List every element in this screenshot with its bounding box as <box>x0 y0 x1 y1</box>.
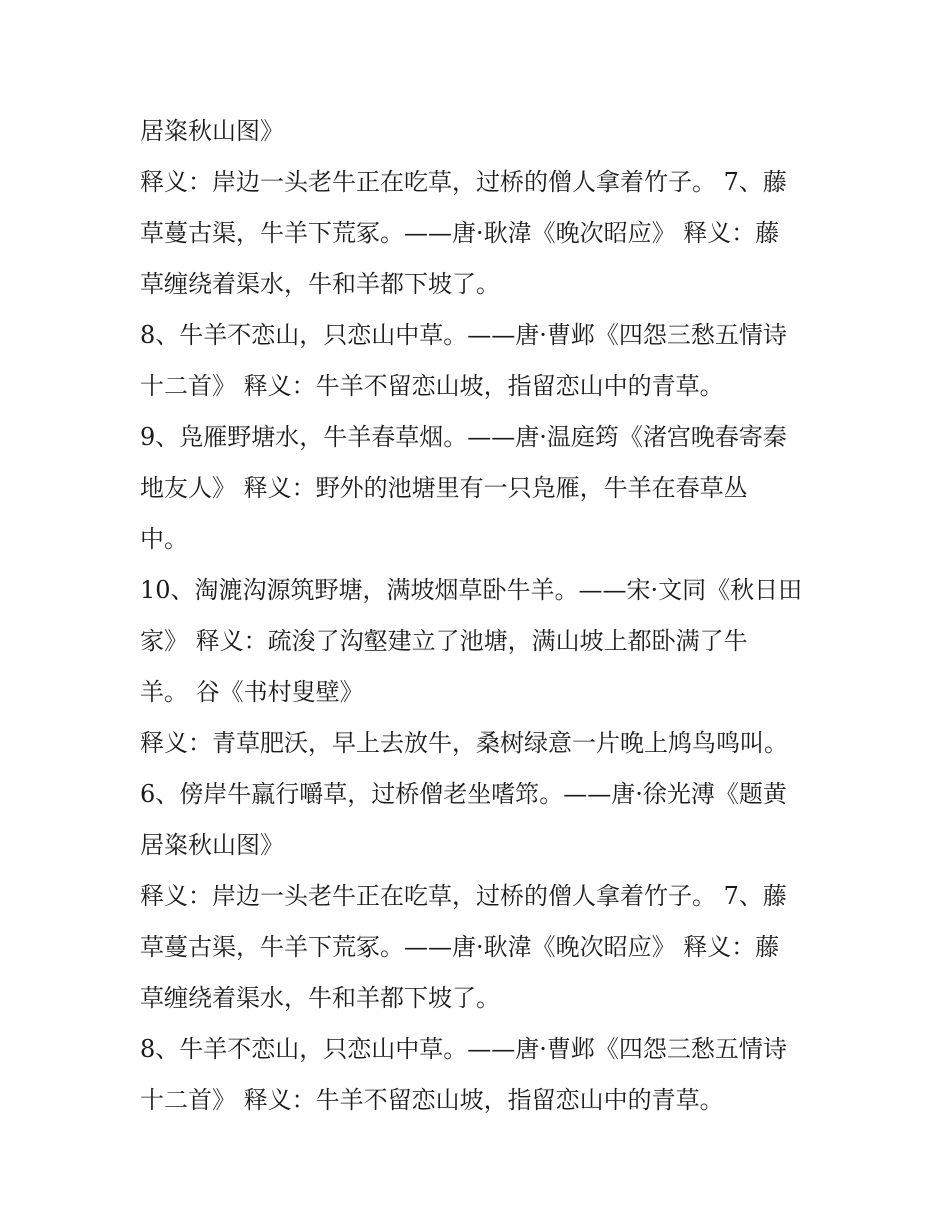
text-line: 释义：岸边一头老牛正在吃草，过桥的僧人拿着竹子。 7、藤 <box>140 168 787 196</box>
text-line: 十二首》 释义：牛羊不留恋山坡，指留恋山中的青草。 <box>140 372 724 400</box>
text-line: 居粢秋山图》 <box>140 117 284 145</box>
document-body <box>140 106 830 1126</box>
text-line: 6、傍岸牛羸行嚼草，过桥僧老坐嗜筇。——唐·徐光溥《题黄 <box>140 780 787 808</box>
text-line: 草蔓古渠，牛羊下荒冢。——唐·耿湋《晚次昭应》 释义：藤 <box>140 933 780 961</box>
text-line: 8、牛羊不恋山，只恋山中草。——唐·曹邺《四怨三愁五情诗 <box>140 321 787 349</box>
text-line: 草缠绕着渠水，牛和羊都下坡了。 <box>140 984 500 1012</box>
text-line: 释义：青草肥沃，早上去放牛，桑树绿意一片晚上鸠鸟鸣叫。 <box>140 729 788 757</box>
text-line: 家》 释义：疏浚了沟壑建立了池塘，满山坡上都卧满了牛 <box>140 627 748 655</box>
text-line: 释义：岸边一头老牛正在吃草，过桥的僧人拿着竹子。 7、藤 <box>140 882 787 910</box>
text-line: 草缠绕着渠水，牛和羊都下坡了。 <box>140 270 500 298</box>
text-line: 10、淘漉沟源筑野塘，满坡烟草卧牛羊。——宋·文同《秋日田 <box>140 576 803 604</box>
text-line: 8、牛羊不恋山，只恋山中草。——唐·曹邺《四怨三愁五情诗 <box>140 1035 787 1063</box>
text-line: 草蔓古渠，牛羊下荒冢。——唐·耿湋《晚次昭应》 释义：藤 <box>140 219 780 247</box>
text-line: 中。 <box>140 525 188 553</box>
text-line: 羊。 谷《书村叟壁》 <box>140 678 364 706</box>
text-line: 居粢秋山图》 <box>140 831 284 859</box>
text-line: 地友人》 释义：野外的池塘里有一只凫雁，牛羊在春草丛 <box>140 474 748 502</box>
text-line: 9、凫雁野塘水，牛羊春草烟。——唐·温庭筠《渚宫晚春寄秦 <box>140 423 787 451</box>
text-line: 十二首》 释义：牛羊不留恋山坡，指留恋山中的青草。 <box>140 1086 724 1114</box>
